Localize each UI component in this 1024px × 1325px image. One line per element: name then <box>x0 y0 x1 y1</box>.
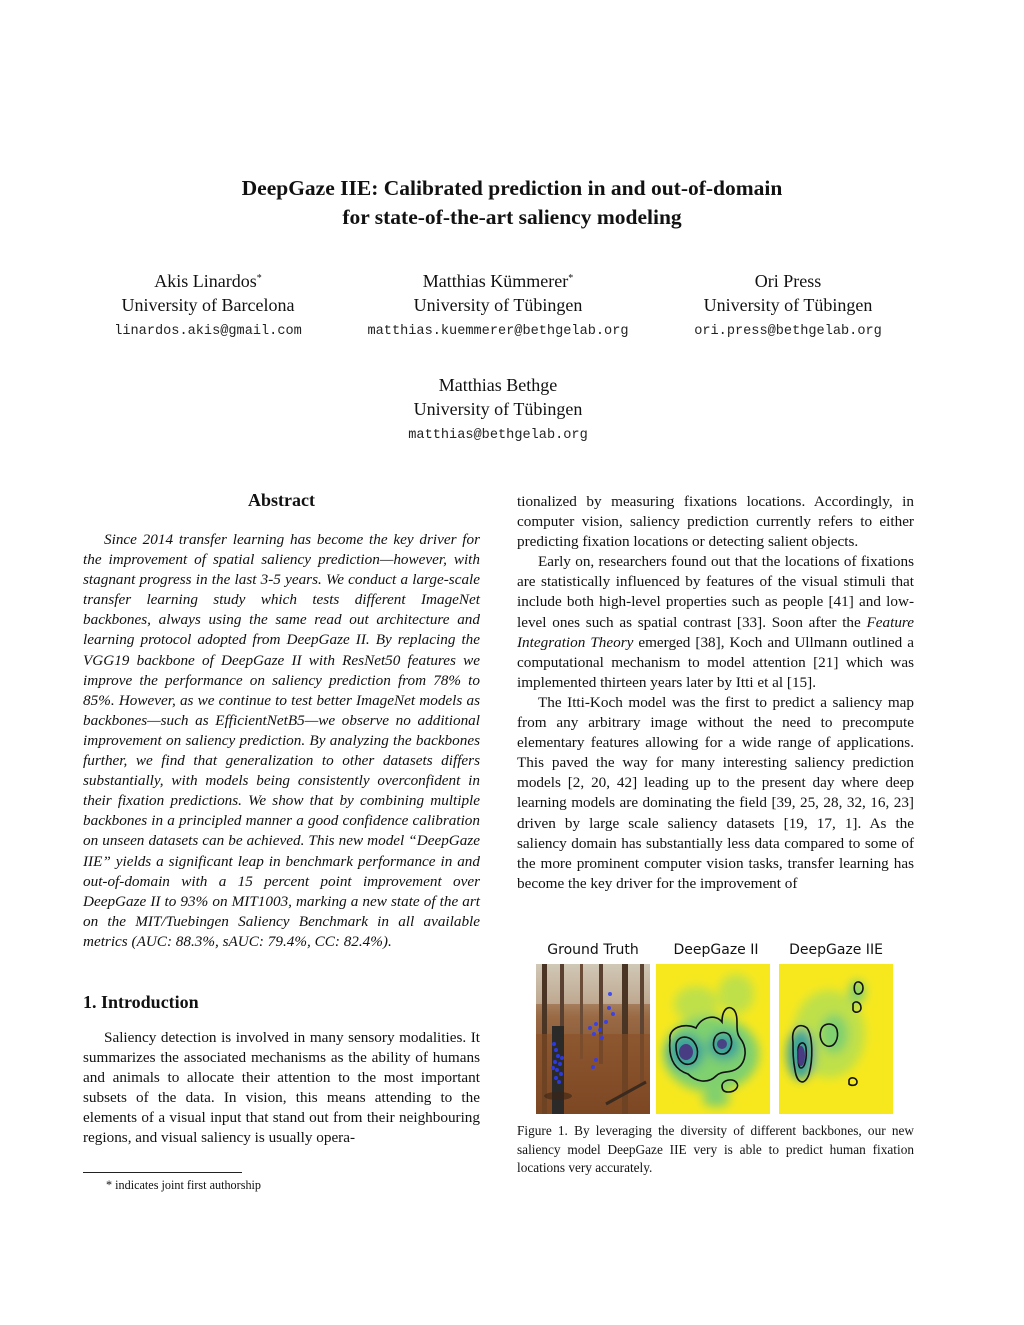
label-ground-truth: Ground Truth <box>547 942 639 958</box>
abstract-heading: Abstract <box>248 490 315 510</box>
author-name: Akis Linardos <box>154 271 257 291</box>
figure-1-caption: Figure 1. By leveraging the diversity of different backbones, our new saliency model DeepGaze IIE very is able to predict human fixation locations very accurately. <box>517 1123 914 1175</box>
author-affiliation: University of Tübingen <box>413 294 583 315</box>
deepgaze-ii-saliency-map <box>656 964 770 1114</box>
footnote: * indicates joint first authorship <box>106 1178 262 1192</box>
introduction-heading: 1. Introduction <box>83 991 199 1012</box>
history-text-start: Early on, researchers found out that the locations of fixations are statistically influenced by features of the visual stimuli that include both high-level properties such as people [41] and low-level ones such as spatial contrast [33]. Soon after the <box>517 553 914 631</box>
title-line-2: for state-of-the-art saliency modeling <box>342 205 682 229</box>
author-email[interactable]: matthias@bethgelab.org <box>408 428 588 443</box>
title-line-1: DeepGaze IIE: Calibrated prediction in and out-of-domain <box>241 176 783 200</box>
feature-integration-theory: Feature Integration Theory <box>517 613 914 651</box>
figure-panel-labels <box>517 940 914 964</box>
author-block-press <box>660 270 916 343</box>
author-email[interactable]: linardos.akis@gmail.com <box>114 324 302 339</box>
right-column <box>517 492 914 894</box>
author-block-linardos <box>60 270 356 343</box>
joint-author-mark: * <box>568 273 574 284</box>
author-affiliation: University of Tübingen <box>703 294 873 315</box>
paper-title <box>0 174 1024 232</box>
figure-panels <box>517 964 914 1114</box>
label-deepgaze-ii: DeepGaze II <box>673 942 759 958</box>
left-column <box>83 488 480 1149</box>
deepgaze-iie-saliency-map <box>779 964 893 1114</box>
itti-koch-paragraph: The Itti-Koch model was the first to predict a saliency map from any arbitrary image without the need to precompute elementary features allowing for a wide range of applications. This paved the way for many interesting saliency prediction models [2, 20, 42] leading up to the present day where deep learning models are dominating the field [39, 25, 28, 32, 16, 23] driven by large scale saliency datasets [19, 17, 1]. As the saliency domain has substantially less data compared to some of the more prominent computer vision tasks, transfer learning has become the key driver for the improvement of <box>517 693 914 892</box>
author-email[interactable]: ori.press@bethgelab.org <box>694 324 882 339</box>
footnote-divider <box>83 1172 242 1173</box>
author-affiliation: University of Barcelona <box>121 294 295 315</box>
author-name: Ori Press <box>754 271 822 291</box>
abstract-text: Since 2014 transfer learning has become the key driver for the improvement of spatial saliency prediction—however, with stagnant progress in the last 3-5 years. We conduct a large-scale transfer learning study which tests different ImageNet backbones, always using the same read out architecture and learning protocol adopted from DeepGaze II. By replacing the VGG19 backbone of DeepGaze II with ResNet50 features we improve the performance on saliency prediction from 78% to 85%. However, as we continue to test better ImageNet models as backbones—such as EfficientNetB5—we observe no additional improvement on saliency prediction. By analyzing the backbones further, we find that generalization to other datasets differs substantially, with models being consistently overconfident in their fixation predictions. We show that by combining multiple backbones in a principled manner a good confidence calibration on unseen datasets can be achieved. This new model “DeepGaze IIE” yields a significant leap in benchmark performance in and out-of-domain with a 15 percent point improvement over DeepGaze II to 93% on MIT1003, marking a new state of the art on the MIT/Tuebingen Saliency Benchmark in all available metrics (AUC: 88.3%, sAUC: 79.4%, CC: 82.4%). <box>83 531 480 950</box>
joint-author-mark: * <box>256 273 262 284</box>
author-block-kuemmerer <box>340 270 656 343</box>
ground-truth-image <box>536 964 650 1114</box>
author-name: Matthias Bethge <box>438 375 558 395</box>
author-affiliation: University of Tübingen <box>413 398 583 419</box>
author-name: Matthias Kümmerer <box>422 271 569 291</box>
history-paragraph <box>517 552 914 693</box>
introduction-paragraph: Saliency detection is involved in many sensory modalities. It summarizes the associated mechanisms as the ability of humans and animals to allocate their attention to the most important subsets of the data. In vision, this means attending to the elements of a visual input that stand out from their neighbouring regions, and visual saliency is usually opera- <box>83 1028 480 1147</box>
continued-paragraph: tionalized by measuring fixations locations. Accordingly, in computer vision, saliency prediction currently refers to either predicting fixation locations or detecting salient objects. <box>517 493 914 551</box>
label-deepgaze-iie: DeepGaze IIE <box>789 942 883 958</box>
figure-1 <box>517 940 914 1178</box>
history-text-end: emerged [38], Koch and Ullmann outlined a computational mechanism to model attention [21] which was implemented thirteen years later by Itti et al [15]. <box>517 633 914 691</box>
author-block-bethge <box>340 374 656 447</box>
author-email[interactable]: matthias.kuemmerer@bethgelab.org <box>367 324 629 339</box>
